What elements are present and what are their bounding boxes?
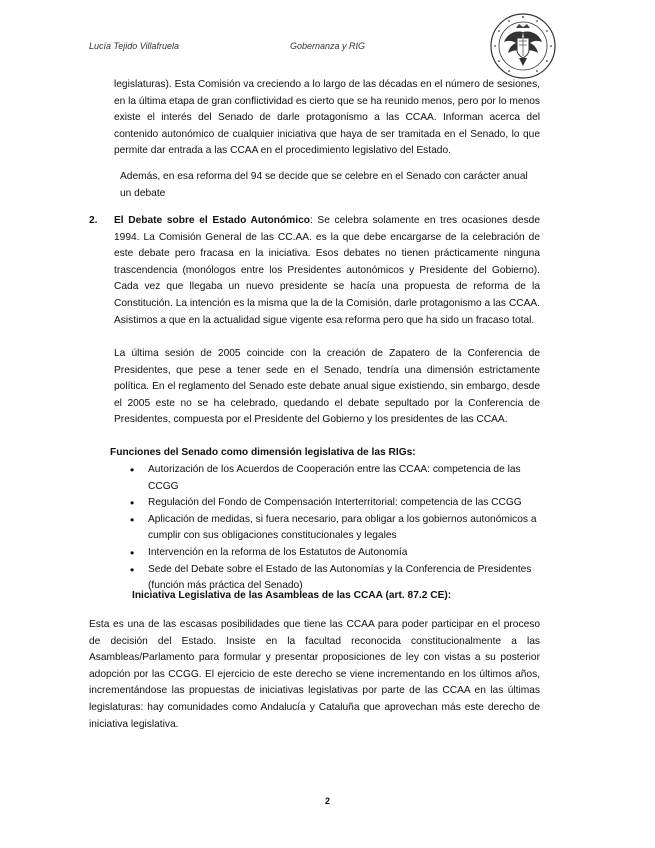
header-subject: Gobernanza y RIG: [290, 41, 366, 51]
paragraph-legislative-initiative: Esta es una de las escasas posibilidades que tiene las CCAA para poder participar en el proceso de decisión del Estado. Insiste en la facultad reconocida constitucionalmente a las Asambleas/Parlamento para formular y presentar proposiciones de ley con vistas a su posterior adopción por las CCGG. El ejercicio de este derecho se viene incrementando en los últimos años, incrementándose las propuestas de iniciativas legislativas por parte de las CCAA en las últimas legislaturas: hay comunidades como Andalucía y Cataluña que aprovechan más este derecho de iniciativa legislativa.: [89, 619, 540, 730]
header-author: Lucía Tejido Villafruela: [89, 41, 180, 51]
list-item: • Autorización de los Acuerdos de Cooperación entre las CCAA: competencia de las CCGG: [130, 462, 540, 495]
page-number: 2: [324, 796, 330, 806]
list-number-2: 2.: [89, 215, 98, 226]
list-item: • Regulación del Fondo de Compensación Interterritorial: competencia de las CCGG: [130, 495, 540, 512]
paragraph-reform-94: Además, en esa reforma del 94 se decide que se celebre en el Senado con carácter anual un debate: [120, 171, 528, 199]
university-of-granada-seal-icon: [489, 12, 557, 80]
list-item: • Sede del Debate sobre el Estado de las Autonomías y la Conferencia de Presidentes (función más práctica del Senado): [130, 562, 540, 595]
paragraph-debate-estado-autonomico: [114, 213, 540, 329]
functions-list: [130, 462, 540, 595]
debate-text: : Se celebra solamente en tres ocasiones desde 1994. La Comisión General de las CC.AA. es la que debe encargarse de la celebración de este debate pero fracasa en la iniciativa. Esos debates no tienen prácticamente ninguna trascendencia (monólogos entre los Presidentes autonómicos y Presidente del Gobierno). Cada vez que llegaba un nuevo presidente se hacía una propuesta de reforma de la Constitución. La intención es la misma que la de la Comisión, darle protagonismo a las CCAA. Asistimos a que en la actualidad sigue vigente esa reforma pero que ha sido un fracaso total.: [114, 215, 540, 326]
initiative-heading: Iniciativa Legislativa de las Asambleas de las CCAA (art. 87.2 CE):: [132, 590, 452, 601]
list-item: • Aplicación de medidas, si fuera necesario, para obligar a los gobiernos autonómicos a cumplir con sus obligaciones constitucionales y legales: [130, 512, 540, 545]
functions-heading: Funciones del Senado como dimensión legislativa de las RIGs:: [110, 447, 416, 458]
paragraph-commission: legislaturas). Esta Comisión va creciendo a lo largo de las décadas en el número de sesiones, en la última etapa de gran conflictividad es cierto que se ha reunido menos, pero por lo menos existe el interés del Senado de darle protagonismo a las CCAA. Informan acerca del contenido autonómico de cualquier iniciativa que haya de ser tramitada en el Senado, lo que permite dar entrada a las CCAA en el procedimiento legislativo del Estado.: [114, 79, 540, 157]
list-item: • Intervención en la reforma de los Estatutos de Autonomía: [130, 545, 540, 562]
debate-title: El Debate sobre el Estado Autonómico: [114, 215, 310, 226]
paragraph-last-session-2005: La última sesión de 2005 coincide con la creación de Zapatero de la Conferencia de Presidentes, que pese a tener sede en el Senado, tendría una dimensión estrictamente política. En el reglamento del Senado este debate anual sigue existiendo, sin embargo, desde el 2005 este no se ha celebrado, quedando el debate sepultado por la Conferencia de Presidentes, compuesta por el Presidente del Gobierno y los presidentes de las CCAA.: [114, 348, 540, 426]
